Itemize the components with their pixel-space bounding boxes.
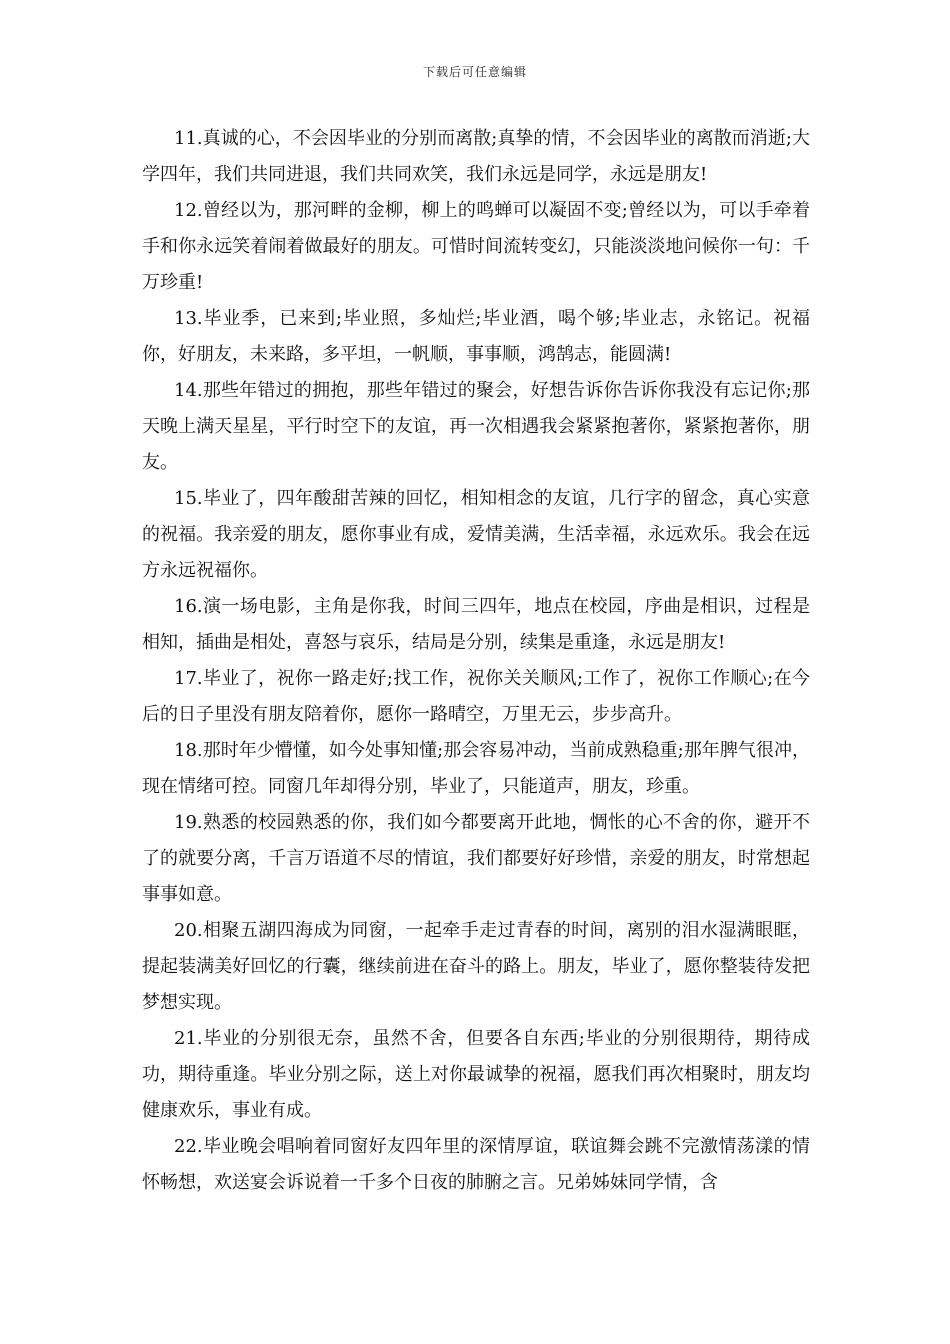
paragraph-13: 13.毕业季，已来到;毕业照，多灿烂;毕业酒，喝个够;毕业志，永铭记。祝福你，好朋友，未来路，多平坦，一帆顺，事事顺，鸿鹄志，能圆满! — [142, 308, 810, 365]
paragraph-16: 16.演一场电影，主角是你我，时间三四年，地点在校园，序曲是相识，过程是相知，插曲是相处，喜怒与哀乐，结局是分别，续集是重逢，永远是朋友! — [142, 596, 810, 653]
paragraph-19: 19.熟悉的校园熟悉的你，我们如今都要离开此地，惆怅的心不舍的你，避开不了的就要分离，千言万语道不尽的情谊，我们都要好好珍惜，亲爱的朋友，时常想起事事如意。 — [142, 812, 810, 905]
paragraph-21: 21.毕业的分别很无奈，虽然不舍，但要各自东西;毕业的分别很期待，期待成功，期待重逢。毕业分别之际，送上对你最诚挚的祝福，愿我们再次相聚时，朋友均健康欢乐，事业有成。 — [142, 1028, 810, 1121]
paragraph-14: 14.那些年错过的拥抱，那些年错过的聚会，好想告诉你告诉你我没有忘记你;那天晚上满天星星，平行时空下的友谊，再一次相遇我会紧紧抱著你，紧紧抱著你，朋友。 — [142, 380, 810, 473]
paragraph-22: 22.毕业晚会唱响着同窗好友四年里的深情厚谊，联谊舞会跳不完激情荡漾的情怀畅想，欢送宴会诉说着一千多个日夜的肺腑之言。兄弟姊妹同学情，含 — [142, 1136, 810, 1193]
paragraph-15: 15.毕业了，四年酸甜苦辣的回忆，相知相念的友谊，几行字的留念，真心实意的祝福。我亲爱的朋友，愿你事业有成，爱情美满，生活幸福，永远欢乐。我会在远方永远祝福你。 — [142, 488, 810, 581]
paragraph-20: 20.相聚五湖四海成为同窗，一起牵手走过青春的时间，离别的泪水湿满眼眶，提起装满美好回忆的行囊，继续前进在奋斗的路上。朋友，毕业了，愿你整装待发把梦想实现。 — [142, 920, 810, 1013]
paragraph-18: 18.那时年少懵懂，如今处事知懂;那会容易冲动，当前成熟稳重;那年脾气很冲，现在情绪可控。同窗几年却得分别，毕业了，只能道声，朋友，珍重。 — [142, 740, 810, 797]
page-header: 下载后可任意编辑 — [422, 65, 527, 79]
paragraph-11: 11.真诚的心，不会因毕业的分别而离散;真挚的情，不会因毕业的离散而消逝;大学四年，我们共同进退，我们共同欢笑，我们永远是同学，永远是朋友! — [142, 128, 810, 185]
document-body — [142, 121, 810, 1201]
paragraph-17: 17.毕业了，祝你一路走好;找工作，祝你关关顺风;工作了，祝你工作顺心;在今后的日子里没有朋友陪着你，愿你一路晴空，万里无云，步步高升。 — [142, 668, 810, 725]
paragraph-12: 12.曾经以为，那河畔的金柳，柳上的鸣蝉可以凝固不变;曾经以为，可以手牵着手和你永远笑着闹着做最好的朋友。可惜时间流转变幻，只能淡淡地问候你一句：千万珍重! — [142, 200, 810, 293]
